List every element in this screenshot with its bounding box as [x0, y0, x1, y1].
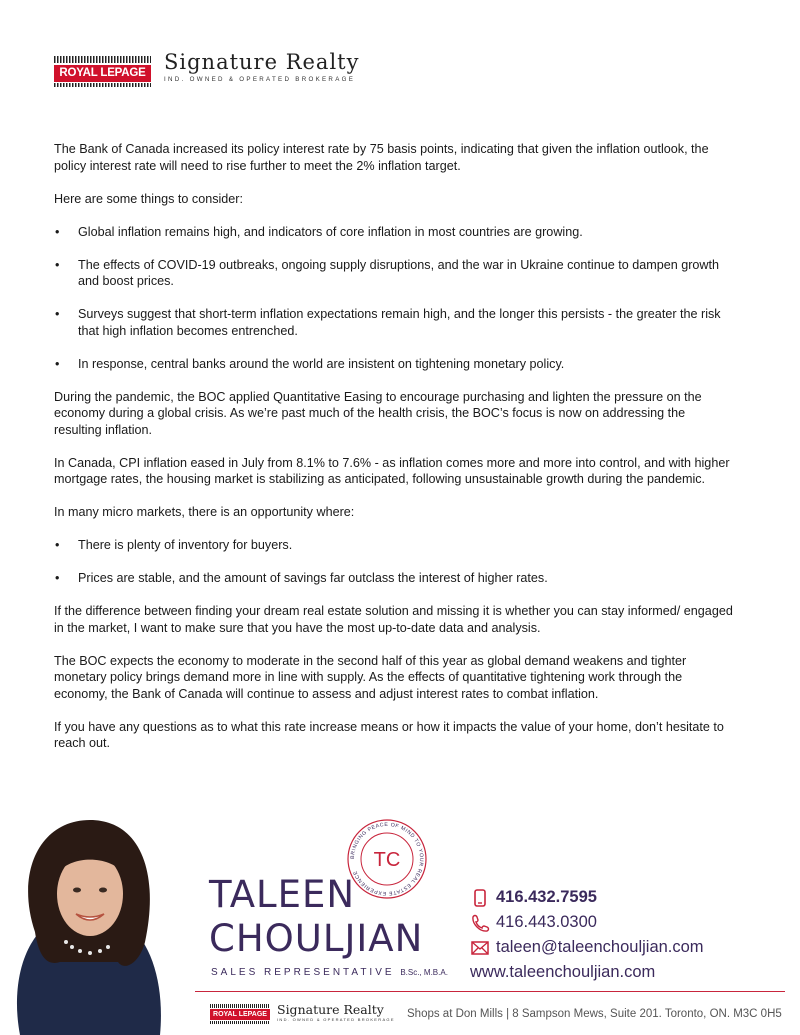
list-item: • Surveys suggest that short-term inflation expectations remain high, and the longer this persists - the greater the risk that high inflation becomes entrenched.: [55, 307, 721, 338]
footer-brand-subtitle: IND. OWNED & OPERATED BROKERAGE: [277, 1017, 395, 1022]
agent-last-name: CHOULJIAN: [209, 917, 424, 960]
mobile-phone-icon: [470, 889, 490, 907]
office-phone[interactable]: 416.443.0300: [470, 910, 704, 935]
brand-name: Signature Realty: [164, 50, 360, 74]
website-link[interactable]: www.taleenchouljian.com: [470, 963, 656, 981]
paragraph-cpi: In Canada, CPI inflation eased in July from 8.1% to 7.6% - as inflation comes more and more into control, and with higher mortgage rates, the housing market is stabilizing as anticipated, following unsustainable growth during the pandemic.: [54, 455, 730, 486]
letter-body: [54, 141, 734, 768]
list-item: • There is plenty of inventory for buyers.: [55, 538, 293, 552]
bullet-list-factors: [54, 224, 734, 373]
royal-lepage-logo-text: ROYAL LEPAGE: [54, 65, 151, 82]
paragraph-expects: The BOC expects the economy to moderate in the second half of this year as global demand weakens and tighter monetary policy brings demand more in line with supply. As the effects of quantitative tightening work through the economy, the Bank of Canada will continue to assess and adjust interest rates to combat inflation.: [54, 653, 687, 701]
agent-name: [209, 873, 423, 961]
office-address: Shops at Don Mills | 8 Sampson Mews, Suite 201. Toronto, ON. M3C 0H5: [407, 1008, 782, 1020]
list-item: • Global inflation remains high, and indicators of core inflation in most countries are growing.: [55, 224, 583, 239]
list-item: • Prices are stable, and the amount of savings far outclass the interest of higher rates.: [55, 571, 548, 585]
paragraph-consider: Here are some things to consider:: [54, 191, 243, 206]
footer-brand-name: Signature Realty: [277, 1002, 384, 1017]
footer-divider: [195, 991, 785, 992]
paragraph-difference: If the difference between finding your dream real estate solution and missing it is whether you can stay informed/ engaged in the market, I want to make sure that you have the most up-to-date data and analysis.: [54, 604, 733, 635]
agent-credentials: B.Sc., M.B.A.: [400, 968, 448, 977]
bullet-list-opportunity: [54, 537, 734, 587]
seal-initials: TC: [373, 849, 401, 871]
agent-role: SALES REPRESENTATIVE B.Sc., M.B.A.: [211, 967, 448, 978]
paragraph-questions: If you have any questions as to what this rate increase means or how it impacts the value of your home, don’t hesitate to reach out.: [54, 719, 724, 750]
list-item: • The effects of COVID-19 outbreaks, ongoing supply disruptions, and the war in Ukraine continue to dampen growth and boost prices.: [55, 257, 720, 288]
phone-icon: [470, 914, 490, 932]
royal-lepage-logo: [54, 56, 151, 86]
contact-info: [470, 885, 704, 985]
agent-first-name: TALEEN: [209, 873, 356, 916]
paragraph-pandemic: During the pandemic, the BOC applied Quantitative Easing to encourage purchasing and lighten the pressure on the economy during a global crisis. As we’re past much of the health crisis, the BOC’s focus is now on addressing the resulting inflation.: [54, 389, 702, 437]
brand-subtitle: IND. OWNED & OPERATED BROKERAGE: [164, 76, 356, 83]
paragraph-intro: The Bank of Canada increased its policy interest rate by 75 basis points, indicating that given the inflation outlook, the policy interest rate will need to rise further to meet the 2% inflation target.: [54, 142, 709, 173]
mail-icon: [470, 939, 490, 957]
list-item: • In response, central banks around the world are insistent on tightening monetary policy.: [55, 356, 565, 371]
seal-ring-text: BRINGING PEACE OF MIND TO YOUR REAL ESTATE EXPERIENCE: [349, 821, 425, 897]
mobile-phone[interactable]: 416.432.7595: [470, 885, 704, 910]
royal-lepage-logo-small: ROYAL LEPAGE: [210, 1004, 270, 1024]
paragraph-micro: In many micro markets, there is an opportunity where:: [54, 505, 355, 519]
email-link[interactable]: taleen@taleenchouljian.com: [470, 935, 704, 960]
agent-photo: [0, 812, 172, 1035]
